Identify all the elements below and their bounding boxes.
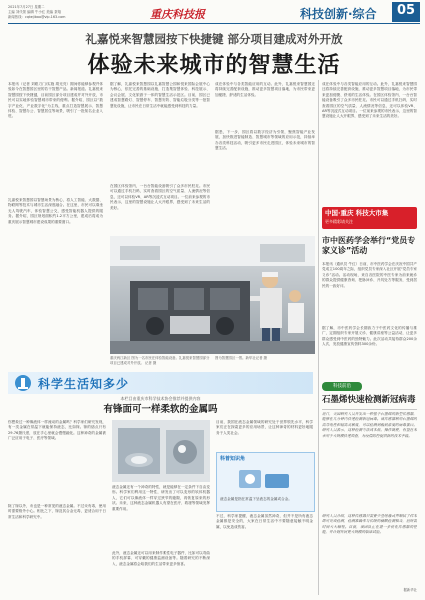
header-date: 2021年7月27日 星期二: [8, 5, 45, 9]
header-phone: 新闻热线：cqkejibao@vip.163.com: [8, 15, 66, 19]
science-headline: 有锋面可一样柔软的金属吗: [103, 404, 218, 415]
story3-byline: 据新华社: [403, 588, 417, 592]
lead-col3: 成在体验中与各类智能应用的互动。此外，礼嘉悦来智慧园还将持续完善配套设施，推动更多智慧项目落地，为市民带来更加便捷、舒适的生活体验。: [215, 82, 315, 97]
science-info-box-text: 液态金属是指在常温下呈液态的金属或合金。: [220, 497, 292, 501]
story3-rule: [322, 409, 417, 410]
microscope-icon: [12, 374, 34, 392]
promo-label: 中国·重庆 科技大市集: [325, 209, 389, 217]
science-banner-title: 科学生活知多少: [38, 377, 130, 391]
science-col1: 你想象过一种像液体一样流动的金属吗？科学家们研究发现，有一类金属在常温下就能保持液态，比如镓。镓的熔点只有29.76摄氏度，放在手心里就会慢慢融化。这种神奇的金属被广泛应用于电子、医疗等领域。: [8, 420, 106, 441]
lead-photo-caption: 重庆两江新区 图为一名市民在体验智能设备。礼嘉悦来智慧园部分项目已建成对外开放。 记者 摄: [110, 356, 210, 365]
science-col1b: 除了镓以外，汞也是一种常见的液态金属。不过汞有毒，使用时需要格外小心。相比之下，镓及其合金无毒，更适合用于日常生活和科学研究中。: [8, 504, 106, 519]
lead-kicker: 礼嘉悦来智慧园按下快捷键 部分项目建成对外开放: [85, 32, 343, 46]
story3-headline: 石墨烯快速检测新冠病毒: [322, 395, 416, 405]
lead-photo-caption-right: 图为智慧园区一景。新华社记者 摄: [215, 356, 267, 360]
science-col2: 液态金属还有一个神奇的特性，就是能够在一定条件下自由变形。科学家们利用这一特性，研发出了可以变形的软体机器人，它们可以像液体一样穿过狭窄的缝隙，再恢复原来的形状。未来，这种液态金属机器人有望在医疗、救援等领域发挥重要作用。: [112, 485, 210, 511]
lead-headline: 体验未来城市的智慧生活: [87, 53, 341, 78]
lead-col2b: 在园区体验馆内，一台台智能设备吸引了众多市民驻足。市民可以通过手机扫码，实时查看园区的空气质量、人流情况等信息，还可以体验VR、AR等沉浸式互动项目。一位前来参观的市民表示，这里的智慧设施让人大开眼界，感受到了未来生活的美好。: [110, 184, 210, 210]
story3-tag-label: 科技前沿: [333, 384, 351, 389]
story3-tag: [322, 382, 362, 391]
story2-headline: 市中医药学会举行“党员专家义诊”活动: [322, 236, 416, 255]
science-banner: [8, 372, 313, 394]
lead-col1: 本报讯（记者 刘聪刀门/实施 胡光亮）期间你能够参观并体验如今在智慧园区里的若干智慧产品。新闻报道。礼嘉悦来智慧园按下快捷键，目前园区部分项目建成并对外开放，市民可以实地体验智慧城市带来的便利。据介绍，园区以“数字产业化、产业数字化”为主线，重点打造智慧展示、智慧体验、智慧办公、智慧居住等场景，吸引了一批知名企业入驻。: [8, 82, 103, 119]
factory-photo-illustration: [110, 236, 315, 354]
header-rule: [8, 23, 420, 24]
lead-col2: 据了解，礼嘉悦来智慧园以礼嘉智慧公园和悦来国际会展中心为核心，依托完善的基础设施，打造集智慧体验、科技展示、会议会展、文化旅游于一体的智慧生活示范区。目前，园区已建成智慧路灯、智慧停车、智慧安防、智能垃圾分类等一批智慧化设施，让市民在日常生活中就能感受到科技的力量。: [110, 82, 210, 108]
header-editor: 主编 刘代领 编辑 牛小红 美编 茶翔: [8, 10, 61, 14]
lab-equipment-icon: [235, 464, 295, 494]
story2-body2: 据了解，市中医药学会长期致力于中医药文化的传播与推广，定期组织专家开展义诊、健康讲座等公益活动，让更多群众感受到中医药的独特魅力。此次活动共接待群众200余人次，发放健康宣传资料300余份。: [322, 326, 417, 347]
science-photo: [112, 420, 210, 482]
lead-col1b: 礼嘉悦来智慧园以智慧场景为核心，将人工智能、大数据、物联网等技术与城市生活深度融合。在这里，市民可以乘坐无人驾驶汽车，体验智慧公交，感受智能机器人提供的服务。据介绍，园区规划面积约1.2平方公里，建成后将成为重庆展示智慧城市建设成果的重要窗口。: [8, 198, 103, 224]
section-title: 科技创新·综合: [300, 7, 377, 21]
science-info-box: [216, 452, 315, 512]
science-info-box-label: 科普知识角: [220, 456, 246, 462]
story3-body: 近日，美国研究人员开发出一种基于石墨烯的新型传感器，能够在几分钟内快速检测新冠病毒。该传感器利用石墨烯的高导电性和超高灵敏度，可以检测到极低浓度的病毒蛋白。研究人员表示，这种检测方法成本低、操作简便，有望在未来用于大规模快速筛查，为疫情防控提供新的技术手段。: [322, 412, 417, 438]
promo-banner[interactable]: [322, 207, 417, 229]
science-col3b: 不过，科学家提醒，液态金属虽然神奇，但并不是所有液态金属都是安全的，大家在日常生活中不要随意接触不明金属，以免造成伤害。: [216, 514, 313, 529]
masthead-logo: 重庆科技报: [150, 8, 205, 21]
science-col2b: 此外，液态金属还可以用来制作柔性电子器件，比如可以弯曲的手机屏幕、可穿戴的健康监测设备等。随着研究的不断深入，液态金属将会给我们的生活带来更多惊喜。: [112, 551, 210, 566]
page-number: 05: [392, 2, 420, 22]
promo-sub: 更多精彩请关注: [325, 219, 353, 224]
column-divider: [318, 80, 319, 595]
science-sub: 本栏目由重庆市科学技术协会推荐并提供内容: [120, 396, 201, 401]
right-col-text: 成在体验中与各类智能应用的互动。此外，礼嘉悦来智慧园还将持续完善配套设施，推动更多智慧项目落地，为市民带来更加便捷、舒适的生活体验。在园区体验馆内，一台台智能设备吸引了众多市民驻足。市民可以通过手机扫码，实时查看园区的空气质量、人流情况等信息，还可以体验VR、AR等沉浸式互动项目。一位前来参观的市民表示，这里的智慧设施让人大开眼界，感受到了未来生活的美好。: [322, 82, 417, 119]
story3-body2: 研究人员介绍，这种传感器只需要少量唾液或鼻咽拭子样本即可完成检测，检测准确率与传统的核酸检测相当，但所需时间大大缩短。目前，该团队正在进一步优化传感器的性能，并计划开展更大规模的临床试验。: [322, 514, 417, 535]
lead-photo: [110, 236, 315, 354]
lead-col3b: 据悉，下一步，园区将以数字经济为引领，聚焦智能产业发展，加快推进智能制造、智慧城市等领域的应用示范，持续举办各类科技活动，吸引更多市民走进园区，体验未来城市的智慧生活。: [215, 130, 315, 151]
story2-body: 本报讯（通讯员 牛红）日前，市中医药学会在庆祝中国共产党成立100周年之际，组织党员专家深入社区开展“党员专家义诊”活动。活动现场，来自各医院的中医专家为前来就诊的群众提供健康咨询、把脉问诊、开具处方等服务，受到居民的一致好评。: [322, 262, 417, 288]
science-col3: 目前，我国在液态金属领域的研究处于世界领先水平，科学家们正在探索更多的应用场景，让这种神奇的材料更好地服务于人类社会。: [216, 420, 313, 435]
liquid-metal-photo-illustration: [112, 420, 210, 482]
